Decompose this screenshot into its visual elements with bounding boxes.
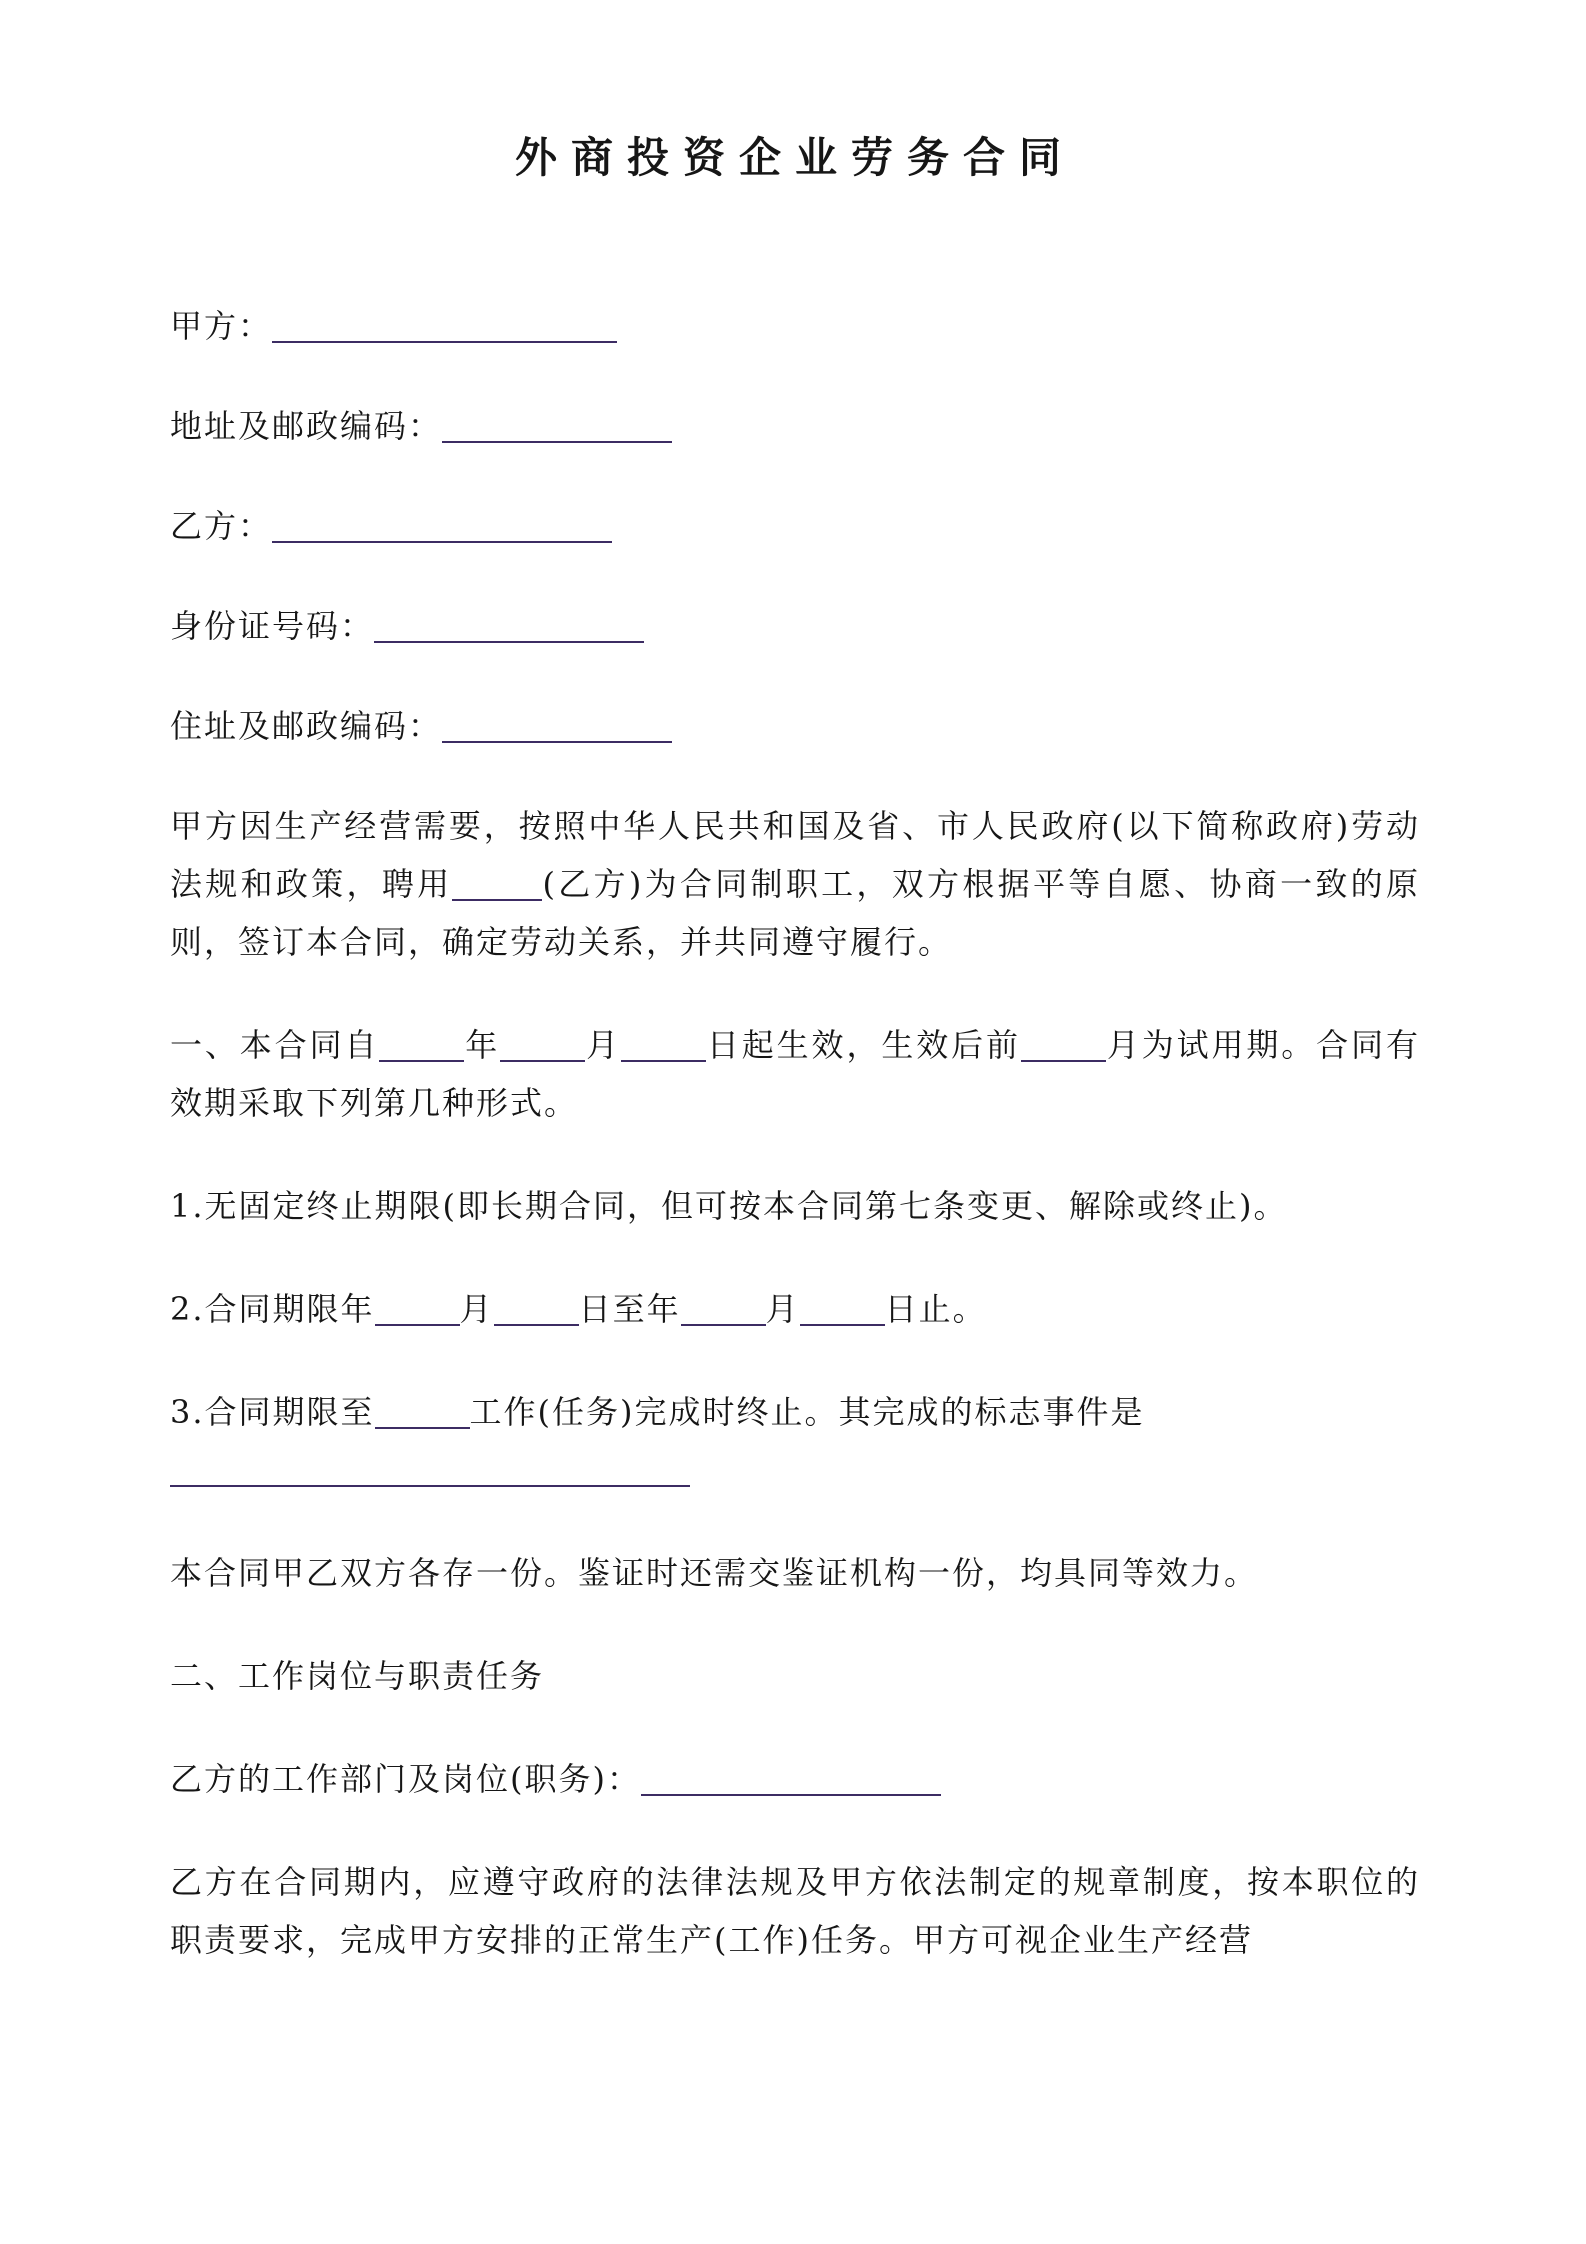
text-run: 工作(任务)完成时终止。其完成的标志事件是: [469, 1393, 1145, 1431]
blank-line: [1021, 1030, 1106, 1062]
blank-line: [379, 1030, 464, 1062]
field-party-b-address-postcode: [170, 697, 1420, 755]
text-run: (乙方)为合同制职工，双方根据平等自愿、协商一致的原则，签订本合同，确定劳动关系，并共同遵守履行。: [170, 865, 1420, 961]
field-party-b-label: 乙方：: [170, 507, 273, 545]
text-run: 月: [765, 1290, 800, 1328]
text-run: 月: [459, 1290, 494, 1328]
field-id-number: [170, 597, 1420, 655]
clause-intro: [170, 797, 1420, 971]
field-party-a-blank: [272, 311, 617, 343]
contract-body: [170, 797, 1420, 1969]
text-run: 本合同甲乙双方各存一份。鉴证时还需交鉴证机构一份，均具同等效力。: [170, 1554, 1259, 1592]
text-run: 日至年: [578, 1290, 681, 1328]
text-run: 二、工作岗位与职责任务: [170, 1657, 545, 1695]
blank-line: [800, 1294, 885, 1326]
field-party-b-address-postcode-blank: [442, 711, 672, 743]
blank-line: [375, 1294, 460, 1326]
field-party-b: [170, 497, 1420, 555]
blank-line: [500, 1030, 585, 1062]
section-2-heading: [170, 1647, 1420, 1705]
position-field: [170, 1750, 1420, 1808]
field-party-a-address-postcode-blank: [442, 411, 672, 443]
text-run: 乙方的工作部门及岗位(职务)：: [170, 1760, 641, 1798]
text-run: 乙方在合同期内，应遵守政府的法律法规及甲方依法制定的规章制度，按本职位的职责要求，完成甲方安排的正常生产(工作)任务。甲方可视企业生产经营: [170, 1863, 1420, 1959]
text-run: 日止。: [884, 1290, 987, 1328]
field-party-b-blank: [272, 511, 612, 543]
field-id-number-blank: [374, 611, 644, 643]
document-title: 外商投资企业劳务合同: [514, 133, 1075, 182]
text-run: 2.合同期限年: [170, 1290, 375, 1328]
text-run: 甲方因生产经营需要，按照中华人民共和国及省、市人民政府(以下简称政府)劳动法规和政策，聘用: [170, 807, 1420, 903]
text-run: 月为试用期。合同有效期采取下列第几种形式。: [170, 1026, 1420, 1122]
field-party-a-label: 甲方：: [170, 307, 273, 345]
blank-line: [494, 1294, 579, 1326]
blank-line: [170, 1455, 690, 1487]
blank-line: [621, 1030, 706, 1062]
text-run: 年: [464, 1026, 501, 1064]
copies-clause: [170, 1544, 1420, 1602]
field-party-b-address-postcode-label: 住址及邮政编码：: [170, 707, 443, 745]
text-run: 日起生效，生效后前: [705, 1026, 1021, 1064]
text-run: 3.合同期限至: [170, 1393, 375, 1431]
clause-duties: [170, 1853, 1420, 1969]
term-option-3: [170, 1383, 1420, 1499]
text-run: 1.无固定终止期限(即长期合同，但可按本合同第七条变更、解除或终止)。: [170, 1187, 1288, 1225]
field-party-a: [170, 297, 1420, 355]
term-option-1: [170, 1177, 1420, 1235]
blank-line: [375, 1397, 470, 1429]
field-party-a-address-postcode: [170, 397, 1420, 455]
blank-line: [681, 1294, 766, 1326]
term-option-2: [170, 1280, 1420, 1338]
field-id-number-label: 身份证号码：: [170, 607, 375, 645]
blank-line: [452, 869, 542, 901]
blank-line: [641, 1764, 941, 1796]
field-party-a-address-postcode-label: 地址及邮政编码：: [170, 407, 443, 445]
party-info-fields: [170, 297, 1420, 755]
clause-1-validity: [170, 1016, 1420, 1132]
text-run: 一、本合同自: [170, 1026, 380, 1064]
text-run: 月: [585, 1026, 621, 1064]
